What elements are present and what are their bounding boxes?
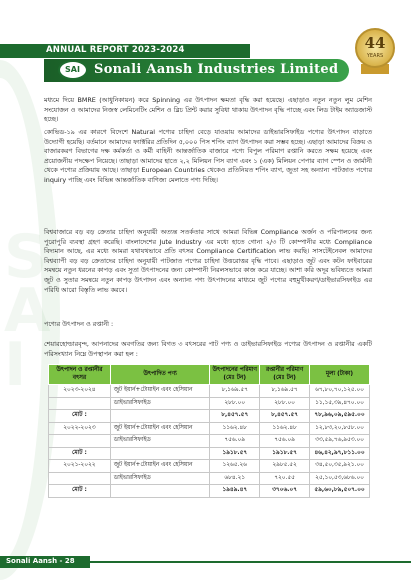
cell-export: ১১৬২.৪৮ xyxy=(260,422,310,435)
cell-year: মোট : xyxy=(49,485,111,498)
cell-production: ১৯১৮.৫৭ xyxy=(210,447,260,460)
cell-production: ৬৮৪.২১ xyxy=(210,472,260,485)
cell-year xyxy=(49,435,111,448)
report-title: ANNUAL REPORT 2023-2024 xyxy=(46,45,185,55)
section-heading: পণ্যের উৎপাদন ও রপ্তানী : xyxy=(44,320,114,328)
cell-production: ১৯৪৯.৪৭ xyxy=(210,485,260,498)
cell-product: ডাইভারসিফাইড xyxy=(110,435,210,448)
cell-product xyxy=(110,485,210,498)
table-total-row xyxy=(49,485,370,498)
col-header-year: উৎপাদন ও রপ্তানীর বৎসর xyxy=(49,365,111,385)
report-title-bar xyxy=(0,44,250,58)
cell-value: ৩৩,৫৯,৭৬,৯৫৩.০০ xyxy=(309,435,369,448)
table-body xyxy=(49,385,370,498)
cell-export: ৮,৪৫৭.৫৭ xyxy=(260,410,310,423)
cell-product: জুট ইয়ার্ন+টোয়াইন এবং হেসিয়ান xyxy=(110,385,210,398)
company-name: Sonali Aansh Industries Limited xyxy=(94,62,339,77)
cell-year: ২০২১-২০২২ xyxy=(49,460,111,473)
table-row xyxy=(49,385,370,398)
paragraph-3: বিশ্ববাজারে বড় বড় ক্রেতার চাহিদা অনুযায়ী অত্যন্ত সতর্কতার সাথে আমরা বিভিন্ন Compliance অর্জন ও পরিপালনের জন্য পুরোপুরি ব্যবস্থা গ্রহণ করেছি। বাংলাদেশের Jute Industry এর মধ্যে হাতে গোনা ২/৩ টি কোম্পানীর মধ্যে Compliance বিদ্যমান আছে, এর মধ্যে আমরা যথাযথভাবে প্রতি বৎসর Compliance Certification লাভ করছি। সাসটেইনেবল আমাদের বিশ্বব্যাপী বড় বড় ক্রেতাদের চাহিদা অনুযায়ী পাটজাত পণ্যের চাহিদা উত্তরোত্তর বৃদ্ধি পাবে। এছাড়াও জুট এবং কটন ফাইবারের সমন্বয়ে নতুন ধরনের কাপড় এবং সুতা উৎপাদনের জন্য কোম্পানী নিরলসভাবে কাজ করে যাচ্ছে। আশা করি অদূর ভবিষ্যতে আমরা জুট ও সুতার সমন্বয়ে নতুন কাপড় উৎপাদন এবং অন্যান্য পণ্য উৎপাদনের মাধ্যমে জুট পণ্যের বহুমুখীকরণ/ডাইভারসিফাইড এর পরিধি আরো বিস্তৃতি লাভ করবে। xyxy=(44,228,372,294)
cell-value: ৪৬,৪২,৯৭,৮১১.০০ xyxy=(309,447,369,460)
cell-product xyxy=(110,410,210,423)
cell-value: ৬৭,৮০,৭০,১২৫.০০ xyxy=(309,385,369,398)
cell-production: ৮,৪৫৭.৫৭ xyxy=(210,410,260,423)
cell-year: ২০২২-২০২৩ xyxy=(49,422,111,435)
cell-export: ৮,১৬৯.৫৭ xyxy=(260,385,310,398)
cell-product: জুট ইয়ার্ন+টোয়াইন এবং হেসিয়ান xyxy=(110,460,210,473)
table-total-row xyxy=(49,447,370,460)
cell-value: ১২,৮৩,২০,৮৫৮.০০ xyxy=(309,422,369,435)
cell-year: মোট : xyxy=(49,447,111,460)
cell-year xyxy=(49,472,111,485)
cell-value: ৩৪,৫০,৩৫,৯২১.০০ xyxy=(309,460,369,473)
cell-year xyxy=(49,397,111,410)
cell-export: ২৮৮.০০ xyxy=(260,397,310,410)
production-export-table xyxy=(48,364,370,498)
cell-year: ২০২৩-২০২৪ xyxy=(49,385,111,398)
table-row xyxy=(49,472,370,485)
cell-production: ১১৬২.৪৮ xyxy=(210,422,260,435)
cell-value: ২৫,১০,৫৩,৬৮৬.০০ xyxy=(309,472,369,485)
paragraph-1: মধ্যমে দিয়ে BMRE (আধুনিকায়ন) করে Spinning এর উৎপাদন ক্ষমতা বৃদ্ধি করা হয়েছে। এছাড়াও নতুন নতুন লুম মেশিন সংযোজন ও আমাদের নিজস্ব লেমিনেটিং মেশিন ও ব্লিচ প্রিন্ট করার সুবিধা থাকায় উৎপাদন বৃদ্ধি পাচ্ছে এবং লিড টাইম অ্যাডজাস্ট হচ্ছে। xyxy=(44,96,372,124)
badge-number: 44 xyxy=(364,34,386,52)
cell-year: মোট : xyxy=(49,410,111,423)
table-row xyxy=(49,397,370,410)
table-total-row xyxy=(49,410,370,423)
cell-export: ৭৫৬.০৯ xyxy=(260,435,310,448)
company-name-bar xyxy=(44,59,349,82)
table-header-row xyxy=(49,365,370,385)
page-footer xyxy=(0,556,90,568)
table-row xyxy=(49,460,370,473)
col-header-value: মূল্য (টাকা) xyxy=(309,365,369,385)
cell-export: ২৯৮৫.৫২ xyxy=(260,460,310,473)
anniversary-badge xyxy=(355,28,395,78)
page-label: Sonali Aansh - 28 xyxy=(6,557,75,565)
col-header-production: উৎপাদনের পরিমাণ (মেঃ টন) xyxy=(210,365,260,385)
cell-production: ৮,১৬৯.৫৭ xyxy=(210,385,260,398)
col-header-product: উৎপাদিত পণ্য xyxy=(110,365,210,385)
cell-export: ১৯১৮.৫৭ xyxy=(260,447,310,460)
col-header-export: রপ্তানীর পরিমাণ (মেঃ টন) xyxy=(260,365,310,385)
cell-product: ডাইভারসিফাইড xyxy=(110,397,210,410)
cell-production: ৭৫৬.০৯ xyxy=(210,435,260,448)
table-row xyxy=(49,422,370,435)
company-logo xyxy=(58,60,88,80)
watermark: S A I xyxy=(4,222,51,400)
cell-production: ১২৬৫.২৬ xyxy=(210,460,260,473)
cell-product xyxy=(110,447,210,460)
footer-divider xyxy=(90,561,411,563)
logo-text: SAI xyxy=(65,65,80,74)
cell-product: জুট ইয়ার্ন+টোয়াইন এবং হেসিয়ান xyxy=(110,422,210,435)
badge-caption: YEARS xyxy=(366,53,384,59)
cell-export: ৩৭০৬.০৭ xyxy=(260,485,310,498)
cell-value: ৭৮,৯৬,০৯,৫৯৫.০০ xyxy=(309,410,369,423)
cell-product: ডাইভারসিফাইড xyxy=(110,472,210,485)
cell-value: ১১,১৫,৩৯,৪৭০.০০ xyxy=(309,397,369,410)
cell-production: ২৮৮.০০ xyxy=(210,397,260,410)
cell-export: ৭২০.৫৫ xyxy=(260,472,310,485)
cell-value: ৫৯,৬০,৮৯,৫০৭.০০ xyxy=(309,485,369,498)
table-row xyxy=(49,435,370,448)
paragraph-5: শেয়ারহোল্ডারবৃন্দ, আপনাদের অবগতির জন্য বিগত ৩ বৎসরের পাট পণ্য ও ডাইভারসিফাইড পণ্যের উৎপাদন ও রপ্তানীর একটি পরিসংখ্যান নিম্নে উপস্থাপন করা হল : xyxy=(44,340,372,358)
paragraph-2: কোভিড-১৯ এর কারণে বিদেশে Natural পণ্যের চাহিদা বেড়ে যাওয়ায় আমাদের ডাইভারসিফাইড পণ্যের উৎপাদন বাড়াতে উদ্যোগী হয়েছি। বর্তমানে আমাদের ফ্যাক্টরির প্রতিদিন ৫,০০০ পিস শপিং ব্যাগ উৎপাদন করা সম্ভব হচ্ছে। এছাড়া আমাদের বিক্রয় ও বাজারকরণ বিভাগের দক্ষ কর্মকর্তা ও কর্মী বাহিনী আন্তর্জাতিক বাজারে পণ্যে বিপুল পরিমাণ রপ্তানি করতে সক্ষম হয়েছে এবং প্রয়োজনীয় পদক্ষেপ নিয়েছে। তাছাড়া আমাদের হাতে ২,২ মিলিয়ন পিস ব্যাগ এবং ১ (এক) মিলিয়ন পেপার ব্যাগ স্পেন ও জার্মানী থেকে পণ্যের প্রক্রিয়ায় আছে। তাছাড়া European Countries থেকেও প্রতিনিয়ত শপিং ব্যাগ, জুতা সহ অন্যান্য পাটজাত পণ্যের inquiry পাচ্ছি এবং বিভিন্ন আন্তর্জাতিক বাণিজ্য মেলাতে পণ্য দিচ্ছি। xyxy=(44,128,372,184)
